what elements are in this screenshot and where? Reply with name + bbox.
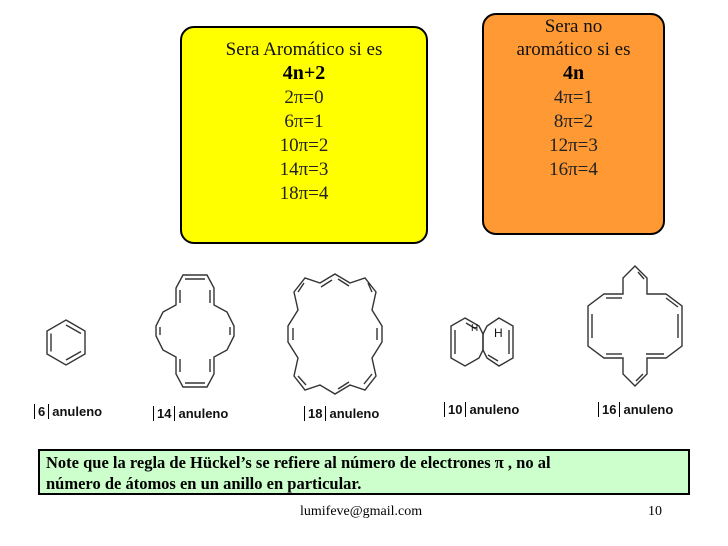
bridge-h-label: H (494, 326, 503, 340)
annulene-18-structure (284, 270, 386, 398)
molecule-name: anuleno (623, 402, 674, 417)
aromatic-rule-box (180, 26, 428, 244)
molecule-number: 16 (598, 402, 620, 417)
molecule-name: anuleno (52, 404, 103, 419)
nonaromatic-title-2: aromático si es (516, 39, 631, 60)
molecule-number: 18 (304, 406, 326, 421)
footer-email: lumifeve@gmail.com (300, 504, 423, 519)
annulene-16-structure (580, 262, 690, 390)
aromatic-value: 18π=4 (279, 183, 329, 204)
molecule-number: 14 (153, 406, 175, 421)
page-number: 10 (648, 504, 662, 519)
bridge-h-label: H (471, 323, 479, 334)
molecule-number: 10 (444, 402, 466, 417)
benzene-structure (44, 318, 88, 368)
nonaromatic-rule-box (482, 13, 665, 235)
aromatic-rule: 4n+2 (282, 62, 326, 84)
molecule-name: anuleno (329, 406, 380, 421)
huckel-note-box (38, 449, 690, 495)
nonaromatic-rule: 4n (562, 62, 585, 84)
nonaromatic-value: 4π=1 (553, 87, 594, 108)
molecule-label (444, 402, 519, 417)
nonaromatic-value: 8π=2 (553, 111, 594, 132)
molecule-name: anuleno (469, 402, 520, 417)
annulene-10-structure (445, 312, 521, 374)
annulene-14-structure (150, 270, 240, 392)
aromatic-value: 6π=1 (284, 111, 324, 132)
molecule-label (304, 406, 379, 421)
aromatic-value: 2π=0 (284, 87, 324, 108)
molecule-number: 6 (34, 404, 49, 419)
nonaromatic-value: 12π=3 (549, 135, 598, 156)
molecule-label (153, 406, 228, 421)
nonaromatic-value: 16π=4 (549, 159, 598, 180)
aromatic-value: 14π=3 (279, 159, 329, 180)
nonaromatic-title-1: Sera no (544, 16, 603, 37)
molecule-label (34, 404, 102, 419)
note-line-1: Note que la regla de Hückel’s se refiere al número de electrones π , no al (46, 453, 551, 472)
molecule-name: anuleno (178, 406, 229, 421)
molecule-label (598, 402, 673, 417)
note-line-2: número de átomos en un anillo en particular. (46, 474, 362, 493)
aromatic-value: 10π=2 (279, 135, 329, 156)
aromatic-title: Sera Aromático si es (225, 39, 383, 60)
